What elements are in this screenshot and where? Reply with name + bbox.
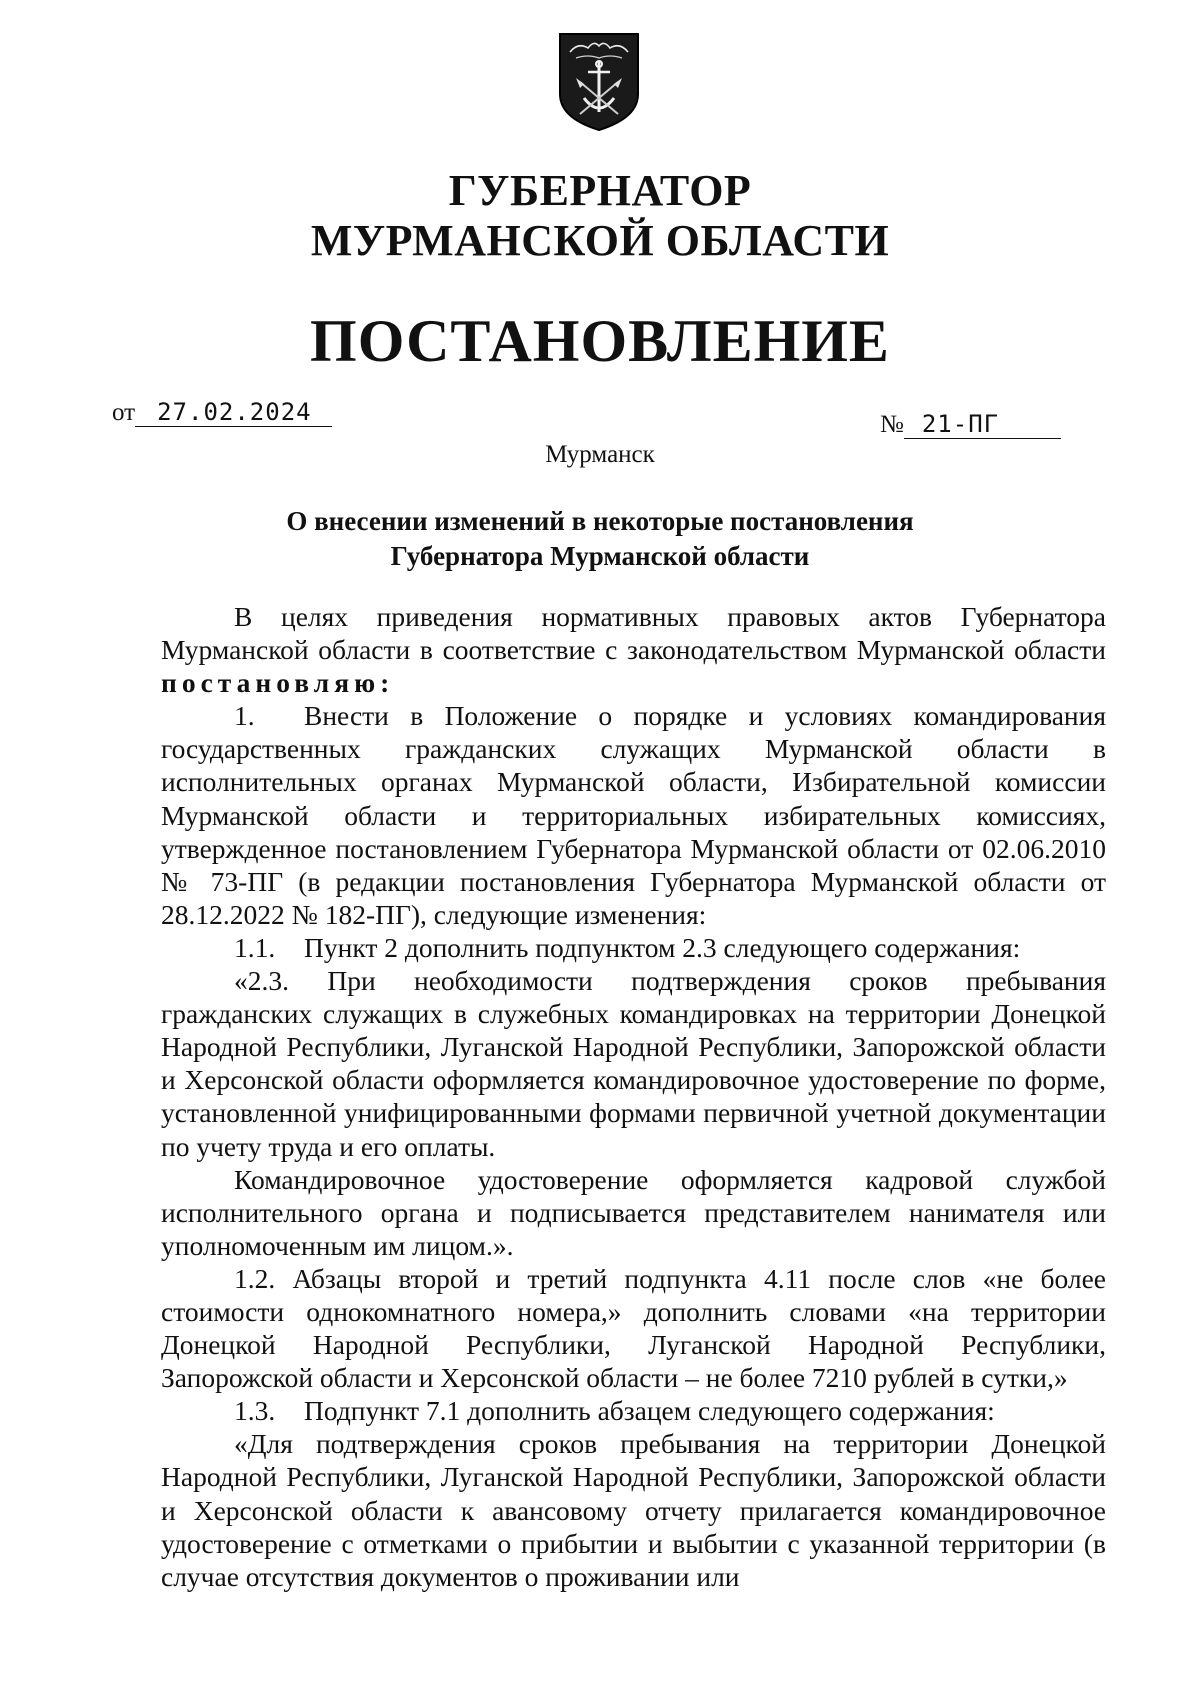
paragraph-quote-2-3: «2.3. При необходимости подтверждения сроков пребывания гражданских служащих в служебных командировках на территории Донецкой Народной Республики, Луганской Народной Республики, Запорожской области и Херсонской области оформляется командировочное удостоверение по форме, установленной унифицированными формами первичной учетной документации по учету труда и его оплаты.	[161, 965, 1106, 1162]
document-date	[112, 398, 332, 427]
coat-of-arms-icon	[558, 32, 640, 132]
org-title-line-1: ГУБЕРНАТОР	[448, 166, 752, 215]
paragraph-item-1-2: 1.2. Абзацы второй и третий подпункта 4.11 после слов «не более стоимости однокомнатного номера,» дополнить словами «на территории Донецкой Народной Республики, Луганской Народной Республики, Запорожской области и Херсонской области – не более 7210 рублей в сутки,»	[161, 1262, 1106, 1394]
date-prefix: от	[112, 399, 136, 426]
paragraph-item-1-3	[161, 1394, 1106, 1427]
decree-word: постановляю:	[161, 667, 395, 699]
document-type-title: ПОСТАНОВЛЕНИЕ	[310, 308, 890, 374]
paragraph-certificate: Командировочное удостоверение оформляется кадровой службой исполнительного органа и подписывается представителем нанимателя или уполномоченным им лицом.».	[161, 1163, 1106, 1261]
city-name: Мурманск	[545, 441, 655, 468]
preamble-text: В целях приведения нормативных правовых актов Губернатора Мурманской области в соответствие с законодательством Мурманской области	[161, 601, 1106, 666]
item-number: 1.1.	[234, 931, 276, 963]
date-value: 27.02.2024	[135, 398, 332, 427]
item-text: Подпункт 7.1 дополнить абзацем следующего содержания:	[304, 1395, 995, 1427]
item-number: 1.3.	[234, 1395, 276, 1427]
paragraph-quote-7-1: «Для подтверждения сроков пребывания на территории Донецкой Народной Республики, Луганской Народной Республики, Запорожской области и Херсонской области к авансовому отчету прилагается командировочное удостоверение с отметками о прибытии и выбытии с указанной территории (в случае отсутствия документов о проживании или	[161, 1428, 1106, 1592]
document-subject	[0, 504, 1200, 574]
item-text: Внести в Положение о порядке и условиях командирования государственных гражданских служащих Мурманской области в исполнительных органах Мурманской области, Избирательной комиссии Мурманской области и территориальных избирательных комиссиях, утвержденное постановлением Губернатора Мурманской области от 02.06.2010 № 73-ПГ (в редакции постановления Губернатора Мурманской области от 28.12.2022 № 182-ПГ), следующие изменения:	[161, 700, 1106, 930]
number-value: 21-ПГ	[904, 410, 1061, 439]
paragraph-item-1-1	[161, 931, 1106, 964]
document-number	[880, 410, 1061, 439]
paragraph-item-1	[161, 699, 1106, 931]
subject-line-1: О внесении изменений в некоторые постановления	[286, 506, 914, 536]
document-body	[161, 600, 1106, 1593]
org-title-line-2: МУРМАНСКОЙ ОБЛАСТИ	[310, 216, 890, 265]
item-number: 1.	[234, 700, 255, 732]
item-text: Пункт 2 дополнить подпунктом 2.3 следующего содержания:	[304, 931, 1021, 963]
subject-line-2: Губернатора Мурманской области	[390, 541, 810, 571]
number-prefix: №	[880, 411, 904, 438]
paragraph-preamble	[161, 600, 1106, 699]
